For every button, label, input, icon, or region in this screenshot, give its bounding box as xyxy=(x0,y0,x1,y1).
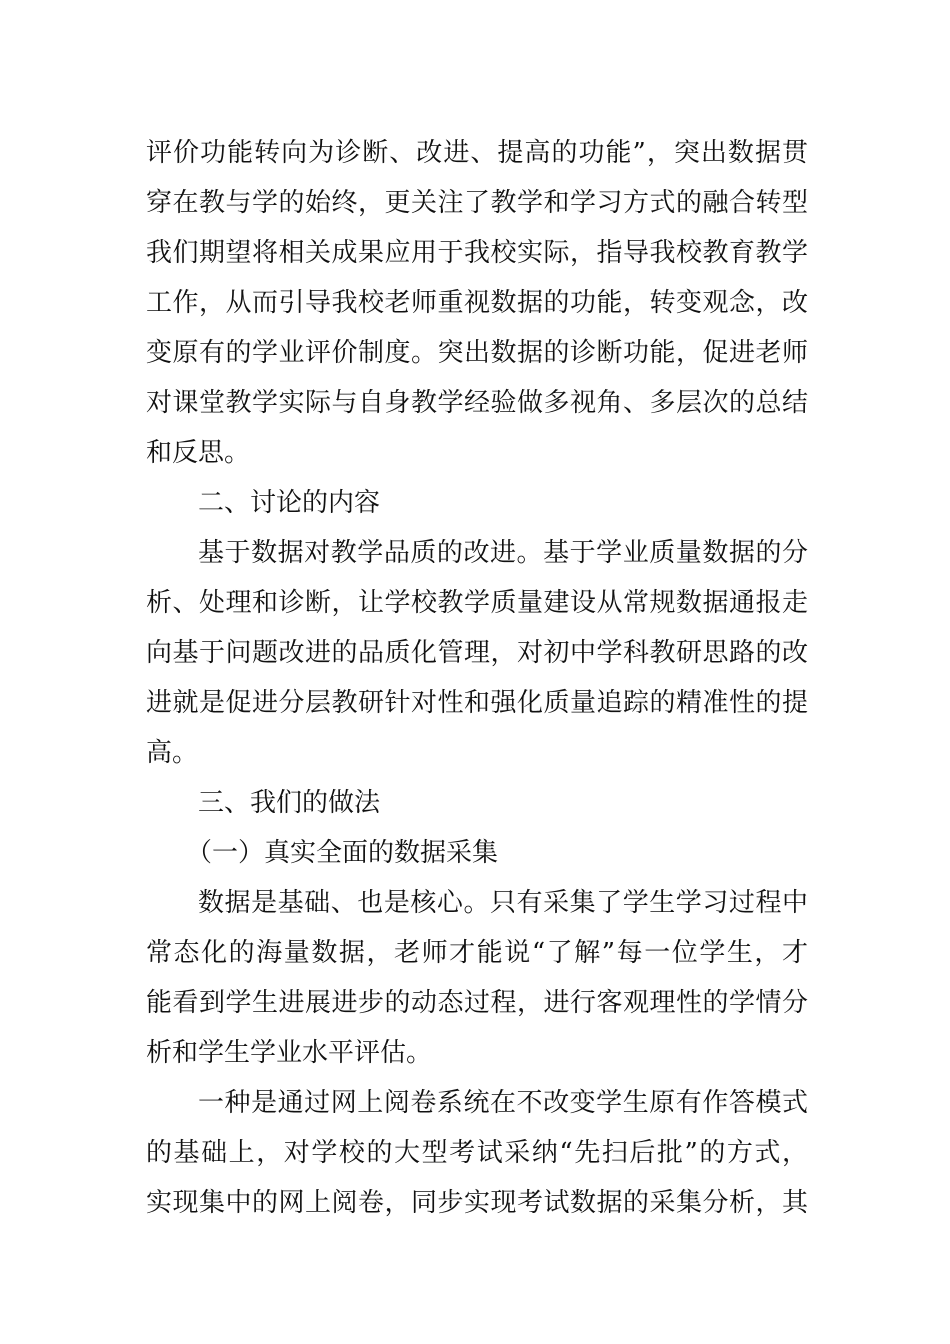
paragraph-line: 评价功能转向为诊断、改进、提高的功能”，突出数据贯 xyxy=(146,138,808,168)
paragraph-line: 变原有的学业评价制度。突出数据的诊断功能，促进老师 xyxy=(146,338,808,368)
subsection-heading: （一）真实全面的数据采集 xyxy=(186,838,499,868)
paragraph-line: 一种是通过网上阅卷系统在不改变学生原有作答模式 xyxy=(198,1088,808,1118)
paragraph-line: 的基础上，对学校的大型考试采纳“先扫后批”的方式， xyxy=(146,1138,808,1168)
paragraph-line: 析、处理和诊断，让学校教学质量建设从常规数据通报走 xyxy=(146,588,808,618)
paragraph-line: 基于数据对教学品质的改进。基于学业质量数据的分 xyxy=(198,538,808,568)
paragraph-line: 实现集中的网上阅卷，同步实现考试数据的采集分析，其 xyxy=(146,1188,808,1218)
paragraph-line: 能看到学生进展进步的动态过程，进行客观理性的学情分 xyxy=(146,988,808,1018)
paragraph-line: 常态化的海量数据，老师才能说“了解”每一位学生，才 xyxy=(146,938,808,968)
paragraph-line: 进就是促进分层教研针对性和强化质量追踪的精准性的提 xyxy=(146,688,808,718)
document-body xyxy=(146,128,808,1228)
paragraph-line: 对课堂教学实际与自身教学经验做多视角、多层次的总结 xyxy=(146,388,808,418)
paragraph-line: 穿在教与学的始终，更关注了教学和学习方式的融合转型 xyxy=(146,188,808,218)
paragraph-line: 向基于问题改进的品质化管理，对初中学科教研思路的改 xyxy=(146,638,808,668)
paragraph-line: 高。 xyxy=(146,738,199,768)
paragraph-line: 析和学生学业水平评估。 xyxy=(146,1038,433,1068)
paragraph-line: 我们期望将相关成果应用于我校实际，指导我校教育教学 xyxy=(146,238,808,268)
paragraph-line: 工作，从而引导我校老师重视数据的功能，转变观念，改 xyxy=(146,288,808,318)
paragraph-line: 数据是基础、也是核心。只有采集了学生学习过程中 xyxy=(198,888,808,918)
paragraph-line: 和反思。 xyxy=(146,438,251,468)
section-heading: 二、讨论的内容 xyxy=(198,488,381,518)
section-heading: 三、我们的做法 xyxy=(198,788,381,818)
